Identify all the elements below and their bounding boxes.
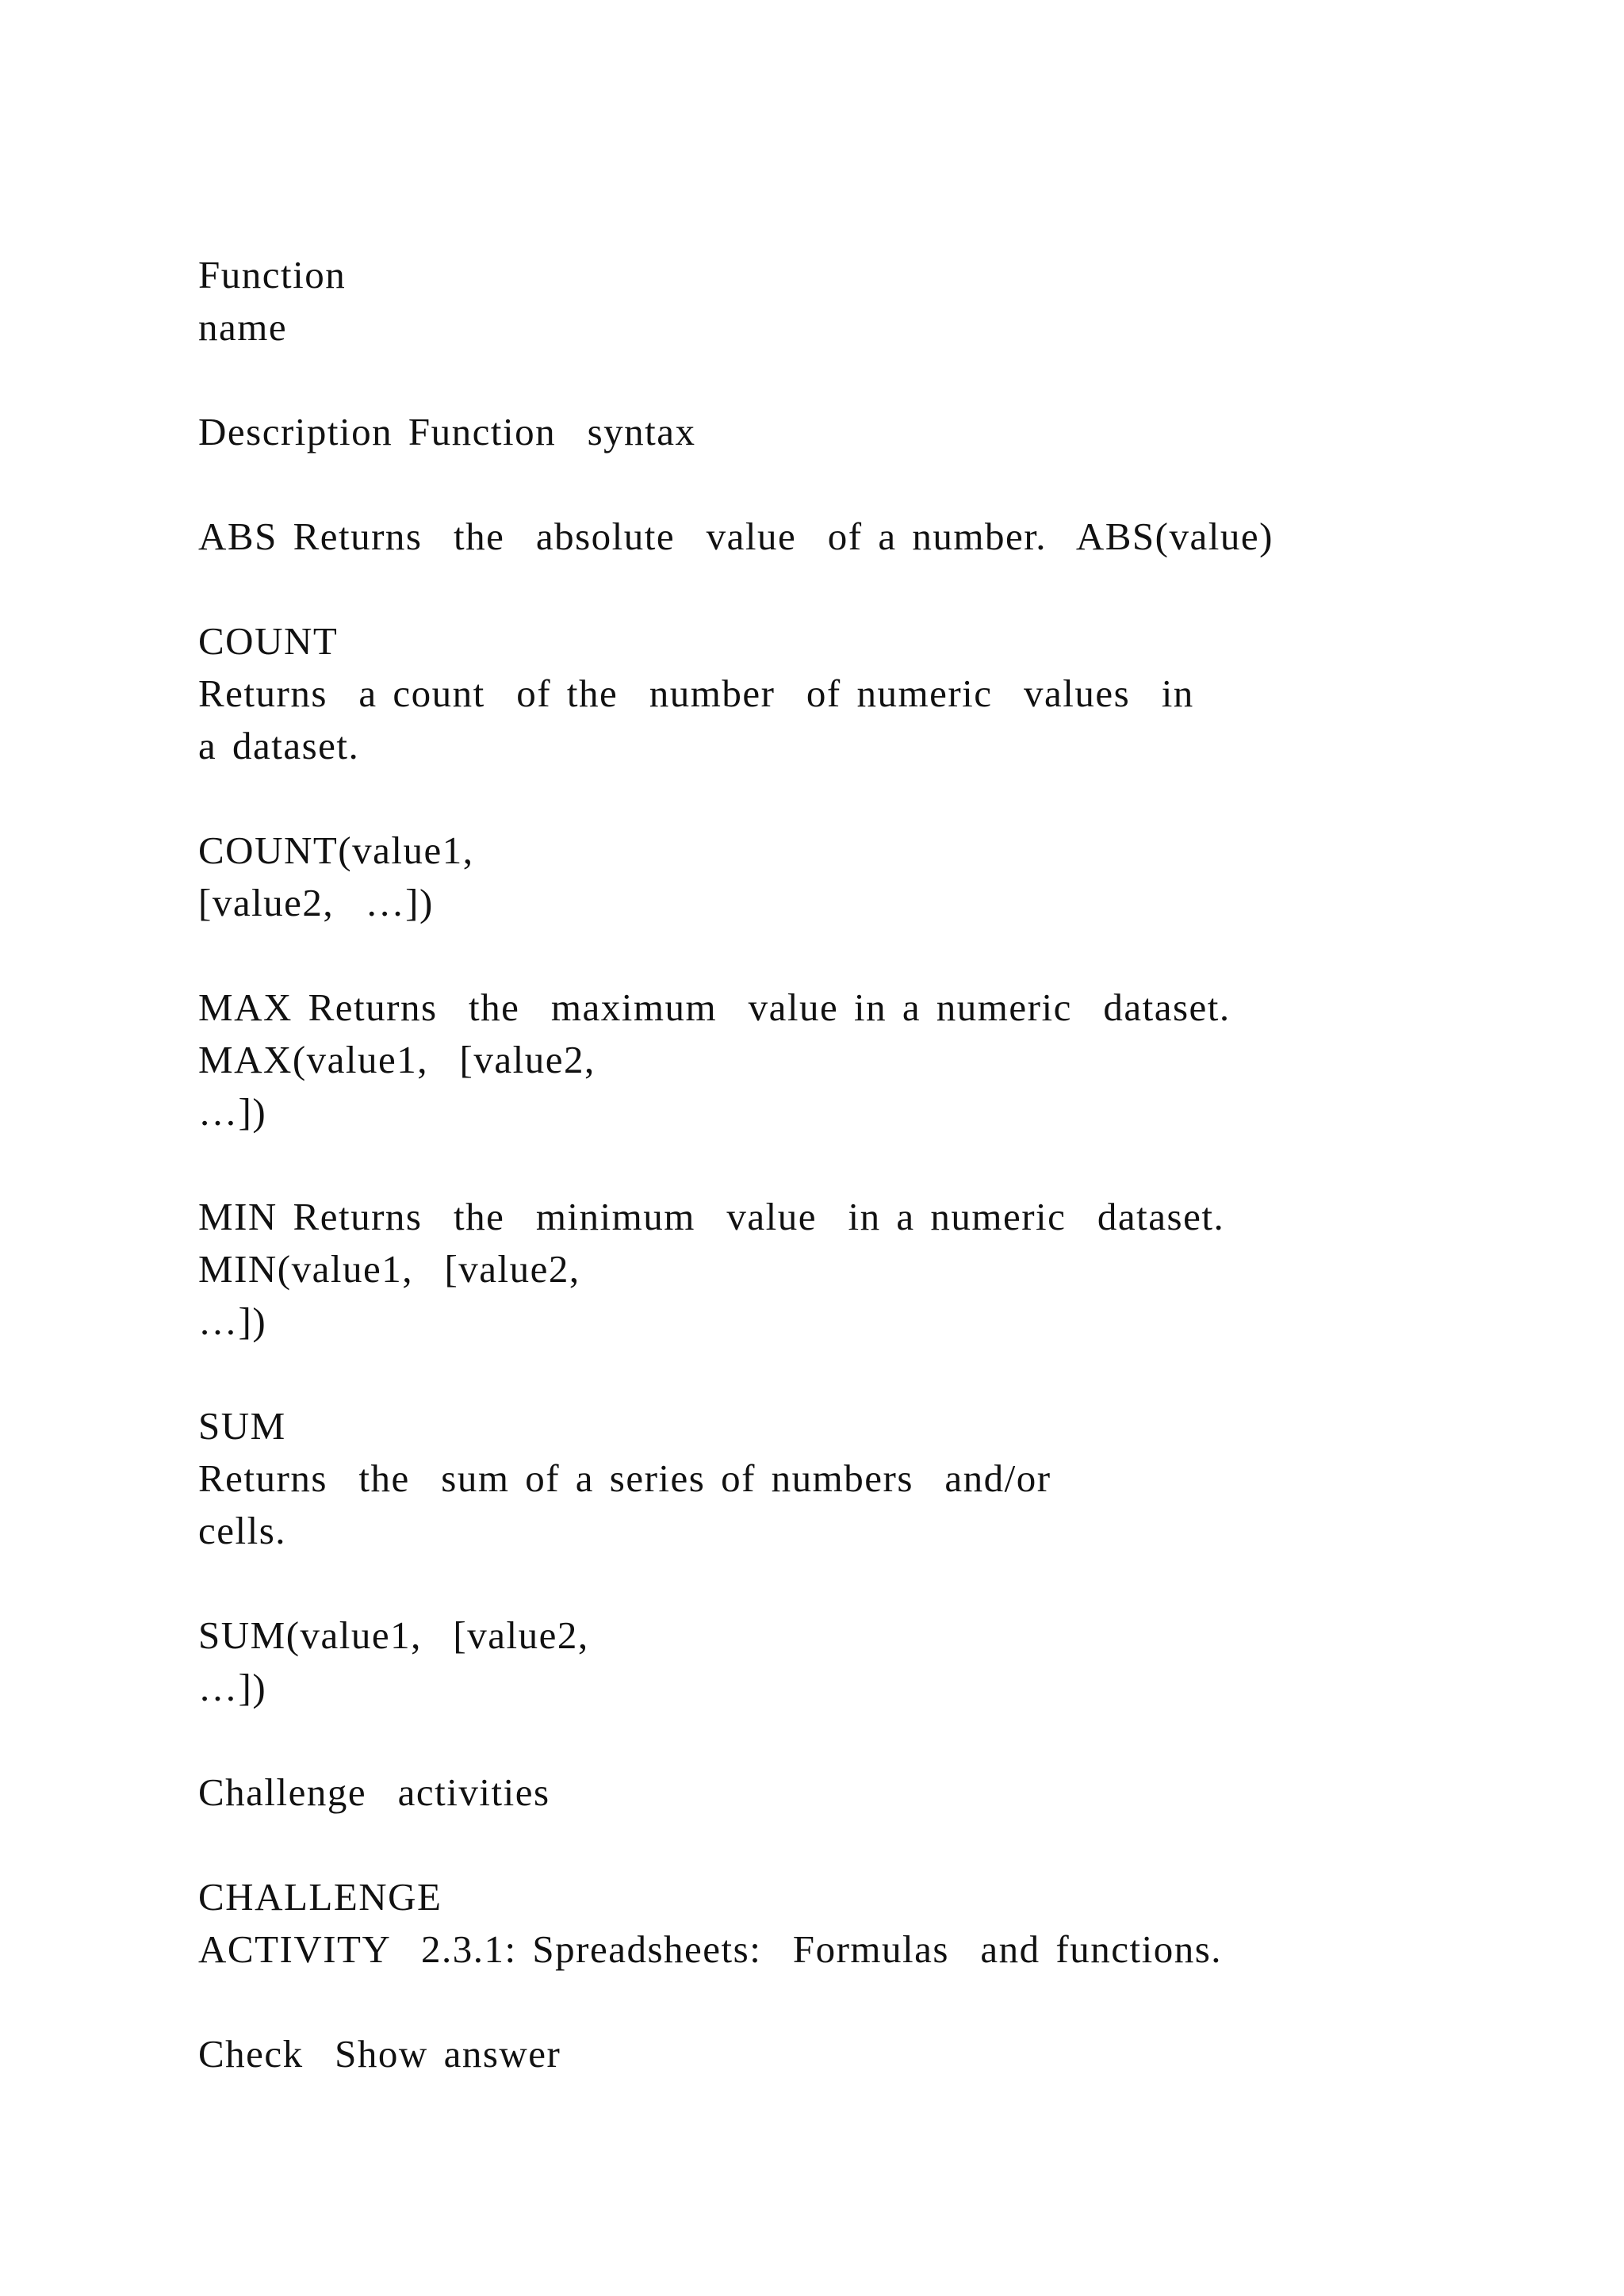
text-line-header: Description Function syntax xyxy=(198,410,696,453)
text-line-sum-syntax: SUM(value1, [value2, xyxy=(198,1613,589,1657)
text-line-max-syntax-cont: …]) xyxy=(198,1090,267,1134)
text-line-max: MAX Returns the maximum value in a numeric dataset. xyxy=(198,985,1231,1029)
text-line-challenge-heading: Challenge activities xyxy=(198,1770,550,1814)
text-line-min-syntax: MIN(value1, [value2, xyxy=(198,1247,580,1291)
text-line-min: MIN Returns the minimum value in a numeric dataset. xyxy=(198,1195,1225,1238)
text-line-max-syntax: MAX(value1, [value2, xyxy=(198,1038,596,1081)
text-line-abs: ABS Returns the absolute value of a number. ABS(value) xyxy=(198,515,1274,558)
text-line-count-desc: Returns a count of the number of numeric values in xyxy=(198,672,1194,715)
text-line-challenge-label: CHALLENGE xyxy=(198,1875,442,1919)
text-line-count-desc-cont: a dataset. xyxy=(198,724,360,767)
text-line-name: name xyxy=(198,305,288,349)
text-line-function: Function xyxy=(198,253,347,297)
text-line-check-show-answer: Check Show answer xyxy=(198,2032,561,2076)
text-line-sum-desc: Returns the sum of a series of numbers and/or xyxy=(198,1456,1051,1500)
text-line-sum-name: SUM xyxy=(198,1404,286,1448)
text-line-count-syntax: COUNT(value1, xyxy=(198,828,474,872)
text-line-sum-desc-cont: cells. xyxy=(198,1509,287,1552)
text-line-count-name: COUNT xyxy=(198,619,339,663)
text-line-min-syntax-cont: …]) xyxy=(198,1299,267,1343)
text-line-activity-title: ACTIVITY 2.3.1: Spreadsheets: Formulas and functions. xyxy=(198,1927,1223,1971)
text-line-sum-syntax-cont: …]) xyxy=(198,1666,267,1709)
document-body xyxy=(198,0,1546,2076)
text-line-count-syntax-cont: [value2, …]) xyxy=(198,881,434,924)
